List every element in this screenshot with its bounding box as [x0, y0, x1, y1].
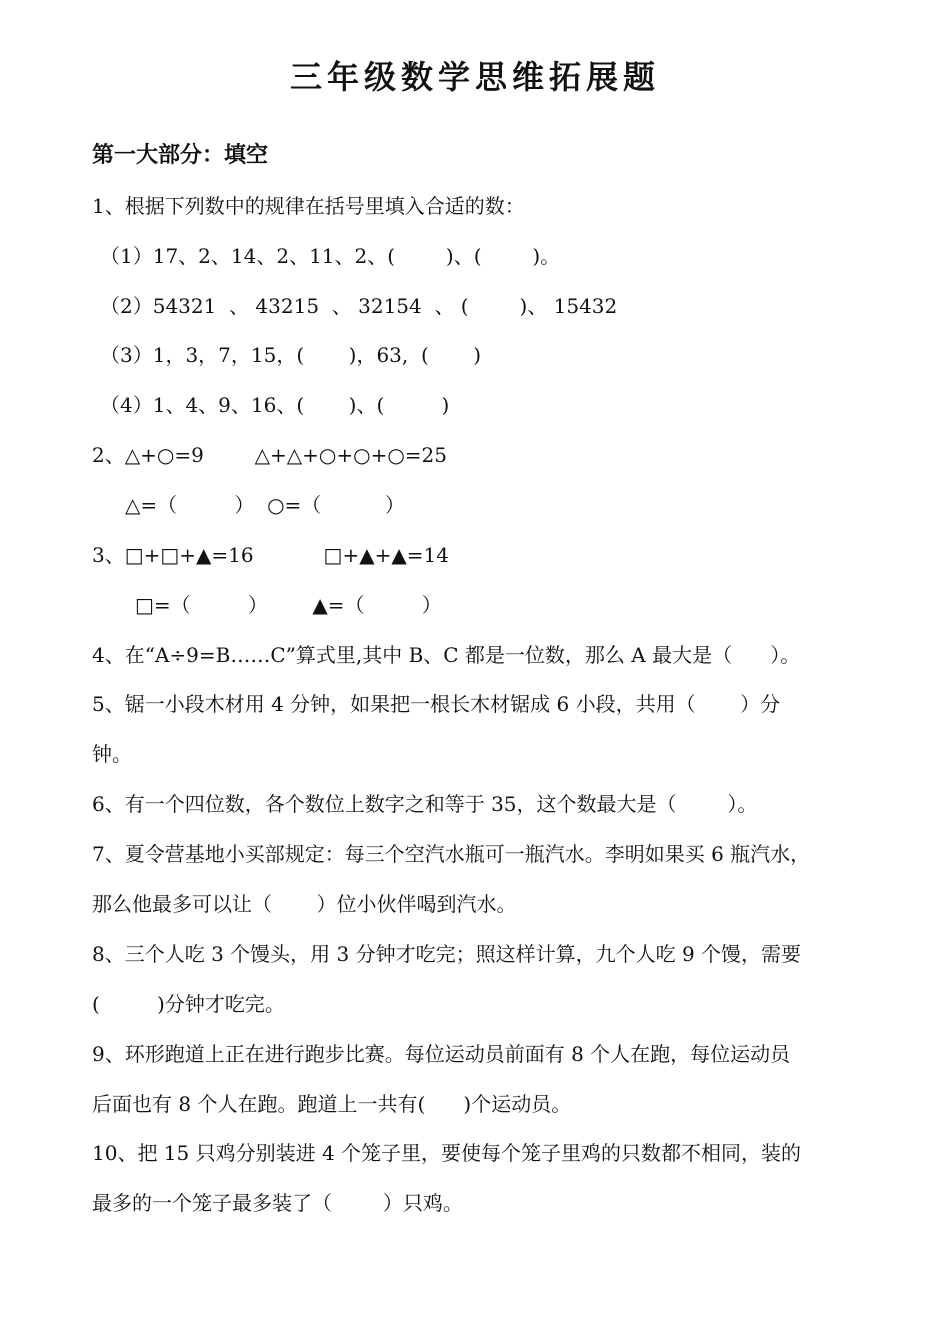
question-6: 6、有一个四位数，各个数位上数字之和等于 35，这个数最大是（ ）。	[92, 792, 758, 816]
question-8-line-2: ( )分钟才吃完。	[92, 992, 285, 1016]
question-1-part-3: （3）1，3，7，15，( )，63, ( )	[100, 343, 482, 367]
question-9-line-1: 9、环形跑道上正在进行跑步比赛。每位运动员前面有 8 个人在跑，每位运动员	[92, 1042, 791, 1066]
question-1-part-2: （2）54321 、 43215 、 32154 、 ( )、 15432	[100, 294, 618, 318]
question-7-line-2: 那么他最多可以让（ ）位小伙伴喝到汽水。	[92, 892, 517, 916]
question-10-line-2: 最多的一个笼子最多装了（ ）只鸡。	[92, 1191, 463, 1215]
question-7-line-1: 7、夏令营基地小买部规定：每三个空汽水瓶可一瓶汽水。李明如果买 6 瓶汽水，	[92, 842, 811, 866]
question-1-part-4: （4）1、4、9、16、( )、( )	[100, 393, 450, 417]
question-10-line-1: 10、把 15 只鸡分别装进 4 个笼子里，要使每个笼子里鸡的只数都不相同，装的	[92, 1141, 802, 1165]
question-5-line-1: 5、锯一小段木材用 4 分钟，如果把一根长木材锯成 6 小段，共用（ ）分	[92, 692, 781, 716]
page-title: 三年级数学思维拓展题	[289, 58, 660, 96]
section-heading: 第一大部分：填空	[92, 143, 269, 168]
question-8-line-1: 8、三个人吃 3 个馒头，用 3 分钟才吃完；照这样计算，九个人吃 9 个馒，需要	[92, 942, 802, 966]
question-5-line-2: 钟。	[92, 742, 132, 766]
question-2-equations: 2、△+○=9 △+△+○+○+○=25	[92, 443, 448, 467]
question-1-prompt: 1、根据下列数中的规律在括号里填入合适的数：	[92, 194, 525, 218]
question-3-answers: □=（ ） ▲=（ ）	[135, 593, 442, 617]
question-2-answers: △=（ ） ○=（ ）	[125, 493, 405, 517]
question-1-part-1: （1）17、2、14、2、11、2、( )、( )。	[100, 244, 561, 268]
question-3-equations: 3、□+□+▲=16 □+▲+▲=14	[92, 543, 449, 567]
question-9-line-2: 后面也有 8 个人在跑。跑道上一共有( )个运动员。	[92, 1092, 572, 1116]
question-4: 4、在“A÷9=B……C”算式里,其中 B、C 都是一位数，那么 A 最大是（ ）。	[92, 643, 801, 667]
